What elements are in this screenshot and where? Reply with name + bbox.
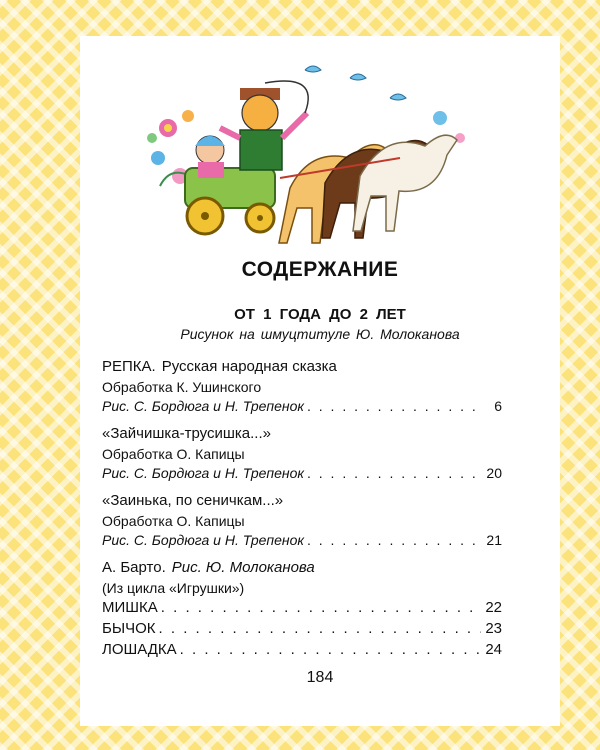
entry-page: 6 (494, 398, 502, 414)
entry-illustrators-line (102, 465, 502, 484)
book-page (80, 36, 560, 726)
entry-adaptation: Обработка К. Ушинского (102, 379, 262, 395)
toc-entry[interactable] (102, 358, 502, 379)
toc-entry[interactable] (102, 425, 502, 446)
toc-entry[interactable] (102, 620, 502, 641)
entry-title: ЛОШАДКА (102, 641, 177, 658)
horses (279, 135, 457, 243)
contents-heading: СОДЕРЖАНИЕ (241, 258, 399, 281)
entry-page: 22 (485, 599, 502, 616)
section-title: ОТ 1 ГОДА ДО 2 ЛЕТ (234, 306, 406, 323)
author-line (102, 559, 502, 580)
page-number: 184 (306, 669, 334, 686)
cycle-line (102, 580, 502, 599)
entry-illustrators: Рис. С. Бордюга и Н. Трепенок (102, 532, 304, 548)
entry-title: «Зайчишка-трусишка...» (102, 425, 271, 442)
entry-title: «Заинька, по сеничкам...» (102, 492, 284, 509)
entry-title: РЕПКА. (102, 358, 156, 375)
entry-illustrators: Рис. С. Бордюга и Н. Трепенок (102, 398, 304, 414)
toc-entry[interactable] (102, 599, 502, 620)
entry-illustrators-line (102, 532, 502, 551)
section-note: Рисунок на шмуцтитуле Ю. Молоканова (180, 326, 460, 342)
bird (350, 74, 366, 80)
entry-illustrators-line (102, 398, 502, 417)
table-of-contents (102, 358, 502, 662)
author-name: А. Барто. (102, 559, 166, 576)
cat-driver (220, 81, 308, 170)
entry-title: БЫЧОК (102, 620, 156, 637)
entry-adaptation-line (102, 446, 502, 465)
entry-page: 23 (485, 620, 502, 637)
toc-entry[interactable] (102, 492, 502, 513)
entry-adaptation-line (102, 513, 502, 532)
entry-adaptation-line (102, 379, 502, 398)
troika-illustration (140, 58, 470, 258)
toc-entry[interactable] (102, 641, 502, 662)
leader-dots (180, 641, 481, 658)
entry-page: 21 (486, 532, 502, 548)
entry-page: 24 (485, 641, 502, 658)
leader-dots (307, 532, 481, 548)
bird (305, 66, 321, 72)
leader-dots (159, 620, 481, 637)
bird (390, 94, 406, 100)
entry-adaptation: Обработка О. Капицы (102, 513, 245, 529)
entry-adaptation: Обработка О. Капицы (102, 446, 245, 462)
entry-illustrators: Рис. С. Бордюга и Н. Трепенок (102, 465, 304, 481)
leader-dots (161, 599, 481, 616)
leader-dots (307, 465, 481, 481)
leader-dots (307, 398, 481, 414)
cycle-name: (Из цикла «Игрушки») (102, 580, 245, 596)
author-illustrator: Рис. Ю. Молоканова (171, 559, 315, 576)
entry-page: 20 (486, 465, 502, 481)
entry-subtitle: Русская народная сказка (161, 358, 337, 375)
entry-title: МИШКА (102, 599, 158, 616)
